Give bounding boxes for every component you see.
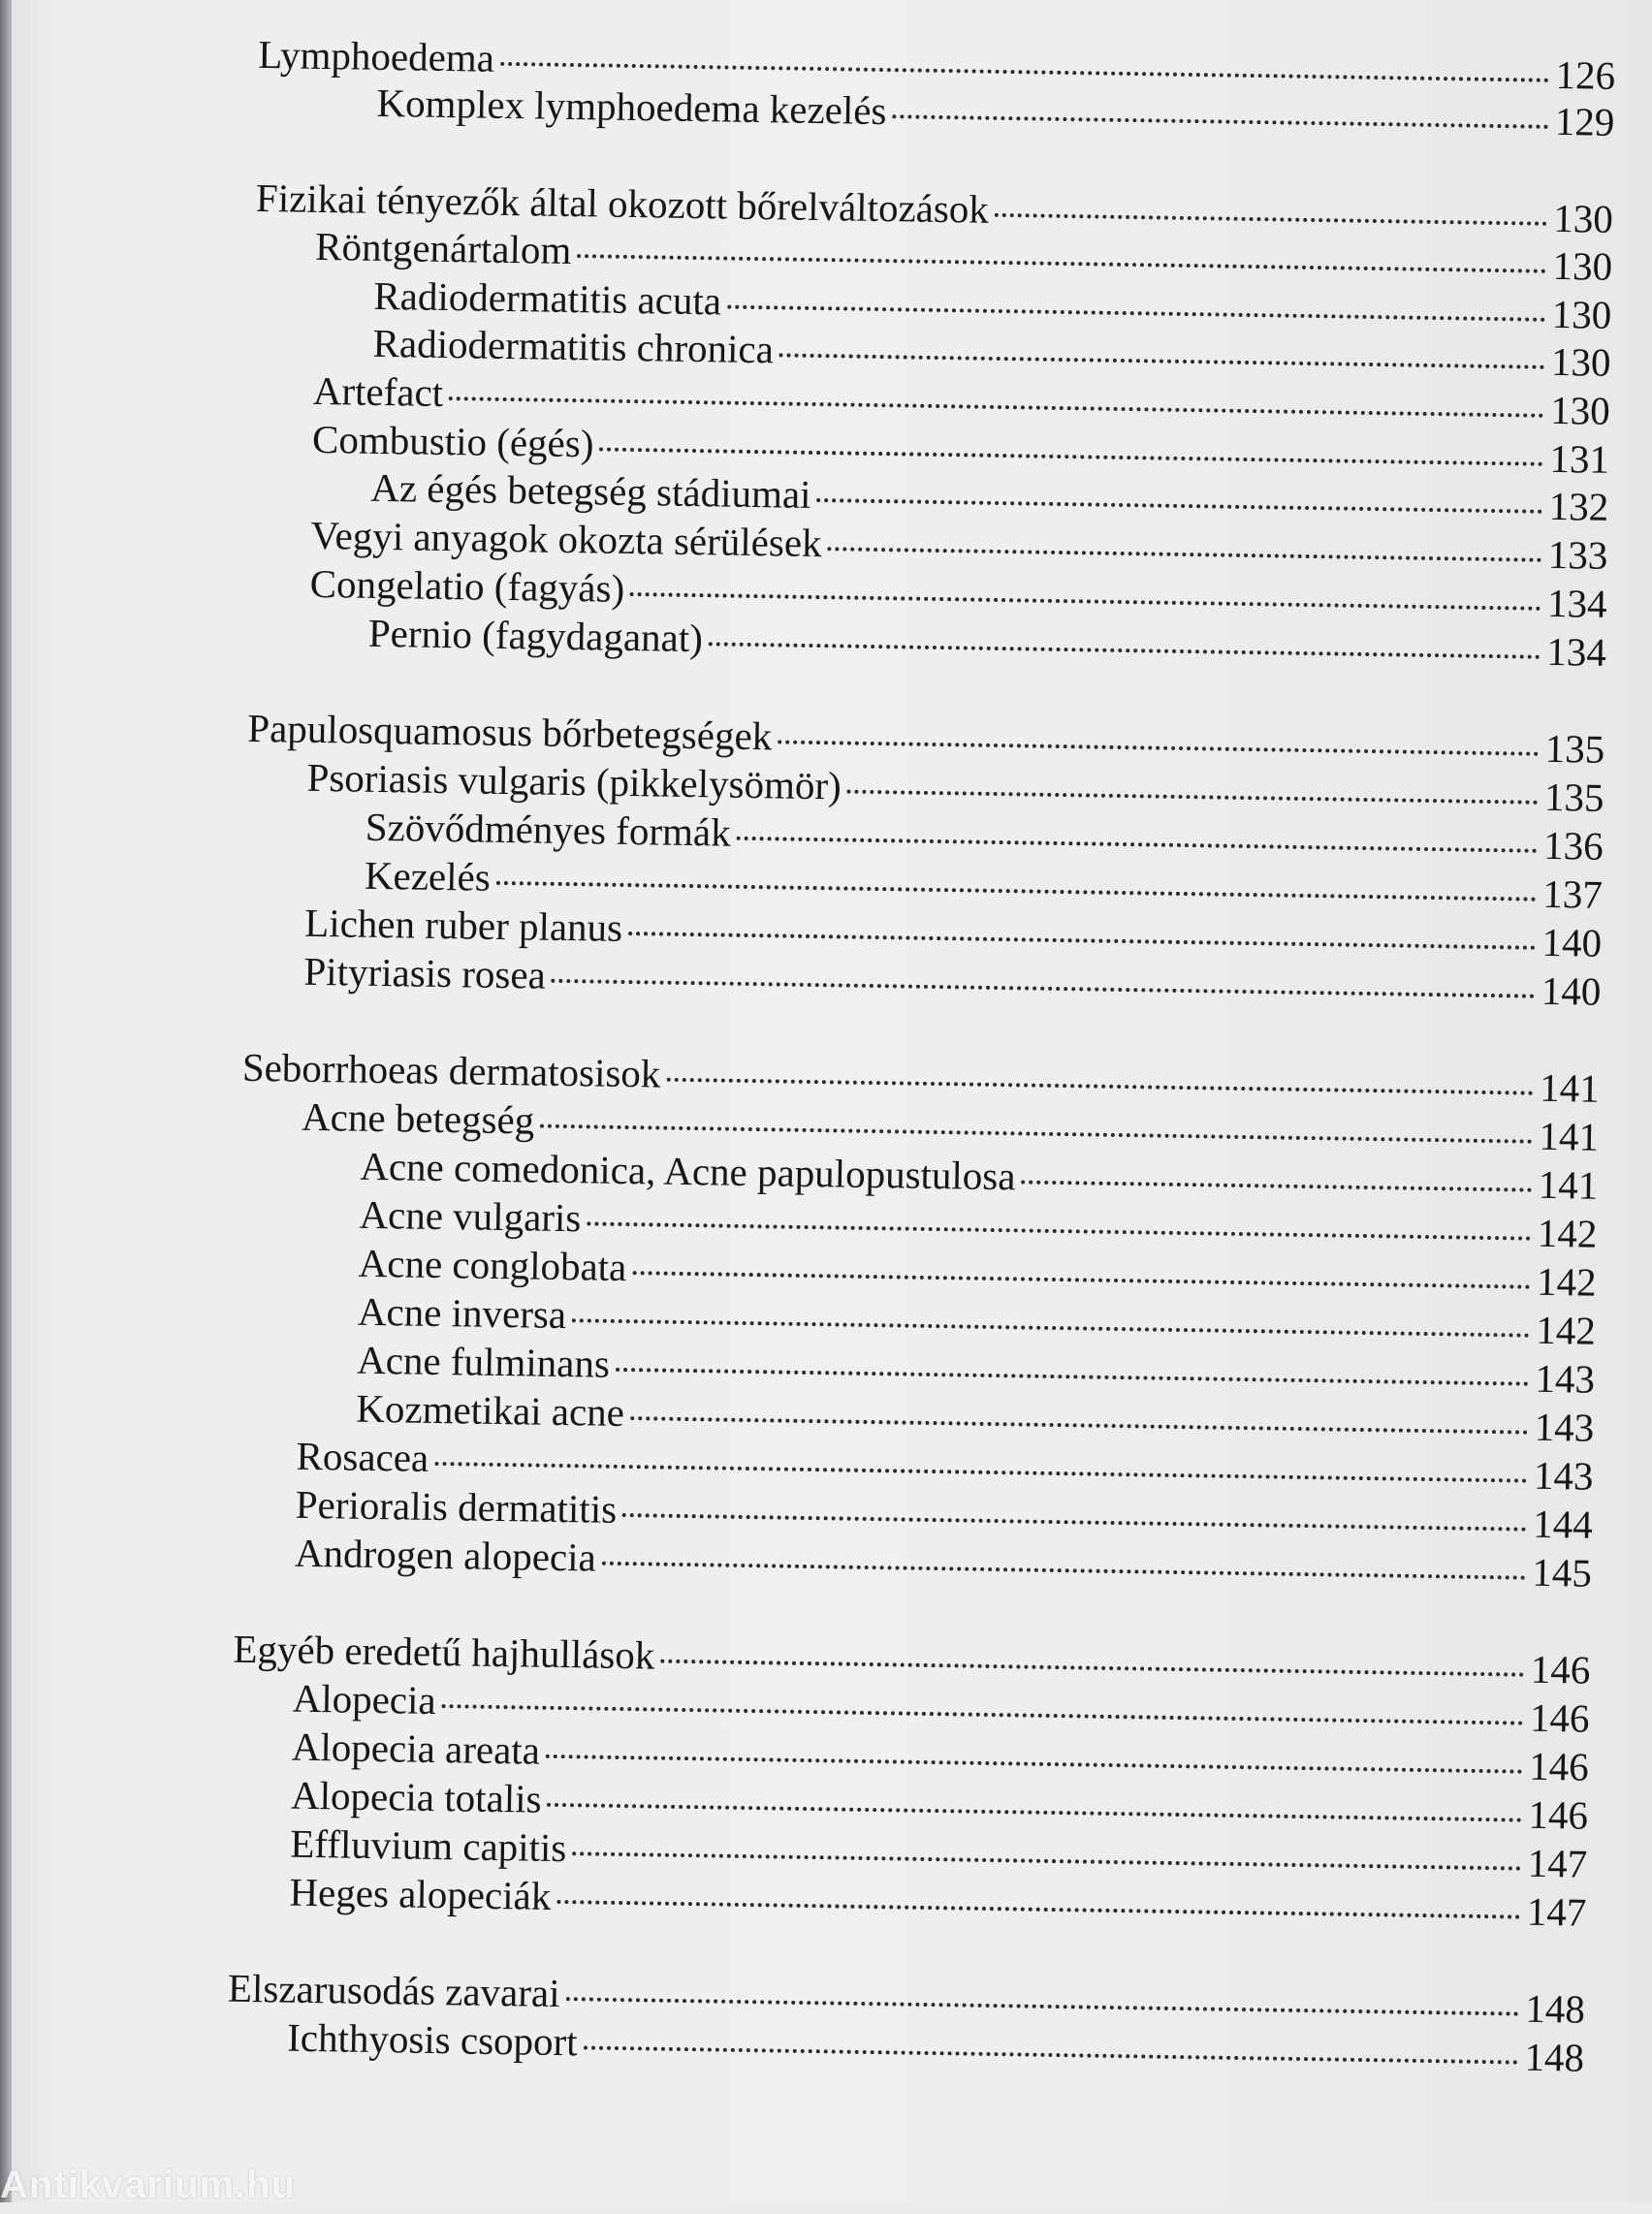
toc-entry-title: Combustio (égés) [311,416,594,466]
toc-entry-page-number: 131 [1549,435,1610,482]
toc-entry-page-number: 144 [1532,1501,1594,1547]
toc-entry-title: Acne vulgaris [359,1191,582,1241]
toc-entry-page-number: 132 [1548,483,1609,529]
toc-entry-page-number: 142 [1537,1210,1598,1256]
toc-entry-title: Congelatio (fagyás) [309,560,625,611]
dot-leader [737,837,1538,853]
toc-entry-title: Az égés betegség stádiumai [369,464,811,517]
toc-entry-title: Pernio (fagydaganat) [367,610,704,661]
toc-entry-page-number: 135 [1544,725,1605,772]
dot-leader [632,1271,1530,1289]
dot-leader [660,1660,1524,1677]
toc-entry-page-number: 146 [1530,1646,1591,1692]
dot-leader [442,1704,1524,1725]
toc-entry-page-number: 130 [1549,387,1611,433]
toc-entry-title: Rosacea [296,1433,429,1480]
toc-entry-title: Lymphoedema [257,31,495,80]
dot-leader [546,1755,1523,1774]
dot-leader [847,790,1539,805]
dot-leader [599,447,1543,465]
toc-entry-title: Artefact [312,367,444,415]
dot-leader [628,932,1536,950]
toc-entry-title: Egyéb eredetű hajhullások [233,1626,655,1678]
toc-entry-page-number: 126 [1555,51,1616,98]
dot-leader [630,592,1541,611]
dot-leader [892,114,1548,129]
toc-entry-title: Lichen ruber planus [303,900,623,950]
toc-entry-title: Perioralis dermatitis [295,1481,618,1532]
toc-entry-title: Androgen alopecia [294,1530,597,1580]
toc-entry-title: Kezelés [364,852,492,900]
toc-entry-page-number: 130 [1550,338,1611,385]
dot-leader [602,1562,1526,1580]
toc-entry-page-number: 140 [1541,967,1602,1014]
toc-entry-title: Papulosquamosus bőrbetegségek [247,705,773,759]
dot-leader [616,1368,1529,1386]
dot-leader [778,740,1539,755]
toc-entry-title: Komplex lymphoedema kezelés [376,79,887,134]
toc-entry-title: Radiodermatitis chronica [372,320,775,372]
toc-entry-title: Pityriasis rosea [303,948,547,997]
dot-leader [496,881,1537,901]
toc-entry-page-number: 146 [1528,1791,1589,1838]
dot-leader [727,305,1545,322]
toc-entry-title: Acne conglobata [358,1240,627,1290]
toc-entry-title: Röntgenártalom [314,223,572,273]
toc-entry-page-number: 145 [1532,1549,1593,1596]
toc-entry-title: Acne betegség [301,1093,535,1143]
toc-entry-title: Acne comedonica, Acne papulopustulosa [359,1143,1016,1199]
dot-leader [434,1462,1527,1483]
toc-entry-title: Alopecia areata [291,1724,541,1773]
toc-entry-title: Acne fulminans [356,1337,611,1386]
dot-leader [1021,1180,1532,1191]
dot-leader [500,62,1549,82]
toc-entry-page-number: 133 [1547,531,1608,578]
toc-entry-page-number: 130 [1551,291,1612,337]
toc-entry-page-number: 146 [1529,1694,1590,1741]
toc-entry-title: Effluvium capitis [289,1820,567,1871]
toc-entry-page-number: 134 [1545,628,1607,675]
toc-entry-page-number: 135 [1543,774,1604,820]
dot-leader [827,547,1541,562]
toc-entry-page-number: 142 [1536,1258,1597,1305]
toc-entry-page-number: 140 [1541,919,1603,965]
toc-entry-page-number: 147 [1526,1888,1587,1935]
dot-leader [709,642,1541,658]
dot-leader [552,979,1536,998]
dot-leader [622,1513,1527,1532]
toc-entry-title: Radiodermatitis acuta [373,272,722,324]
toc-entry-page-number: 146 [1528,1743,1590,1789]
dot-leader [577,254,1546,273]
toc-entry-page-number: 129 [1554,98,1615,144]
dot-leader [666,1078,1533,1095]
toc-entry-page-number: 147 [1527,1840,1588,1886]
toc-entry-page-number: 148 [1524,2034,1585,2080]
toc-entry-title: Heges alopeciák [289,1869,552,1918]
toc-entry-title: Psoriasis vulgaris (pikkelysömör) [306,754,842,808]
toc-entry-title: Fizikai tényezők által okozott bőrelváltozások [255,174,990,232]
dot-leader [584,2045,1518,2064]
toc-entry-page-number: 143 [1534,1404,1595,1450]
dot-leader [547,1803,1521,1822]
toc-entry-title: Alopecia [292,1675,437,1724]
toc-entry-title: Elszarusodás zavarai [227,1965,560,2016]
toc-entry-title: Seborrhoeas dermatosisok [241,1044,661,1096]
toc-entry-page-number: 134 [1546,580,1607,626]
dot-leader [540,1124,1533,1144]
toc-entry-page-number: 142 [1535,1307,1597,1353]
toc-entry-title: Ichthyosis csoport [286,2014,579,2065]
dot-leader [565,1997,1518,2015]
toc-entry-title: Kozmetikai acne [356,1385,625,1436]
toc-entry-title: Acne inversa [357,1288,567,1338]
dot-leader [556,1900,1520,1919]
toc-entry-page-number: 143 [1535,1355,1596,1402]
toc-entry-title: Vegyi anyagok okozta sérülések [310,512,822,566]
toc-entry-page-number: 130 [1552,242,1613,289]
dot-leader [816,498,1542,514]
toc-entry-title: Szövődményes formák [365,804,732,855]
dot-leader [587,1221,1531,1240]
dot-leader [995,213,1547,226]
toc-entry-page-number: 148 [1524,1985,1586,2032]
toc-entry-page-number: 137 [1542,870,1604,917]
toc-entry-page-number: 141 [1539,1113,1600,1159]
dot-leader [779,353,1545,368]
dot-leader [630,1416,1528,1435]
toc-entry-page-number: 136 [1542,822,1604,869]
toc-entry-title: Alopecia totalis [290,1772,542,1821]
dot-leader [572,1851,1521,1870]
toc-entry-page-number: 143 [1533,1452,1594,1499]
watermark-text: Antikvarium.hu [0,2164,297,2206]
toc-entry-page-number: 141 [1538,1161,1599,1208]
toc-entry-page-number: 141 [1539,1064,1601,1111]
toc-entry-page-number: 130 [1552,195,1614,241]
dot-leader [572,1318,1530,1338]
dot-leader [449,396,1544,418]
